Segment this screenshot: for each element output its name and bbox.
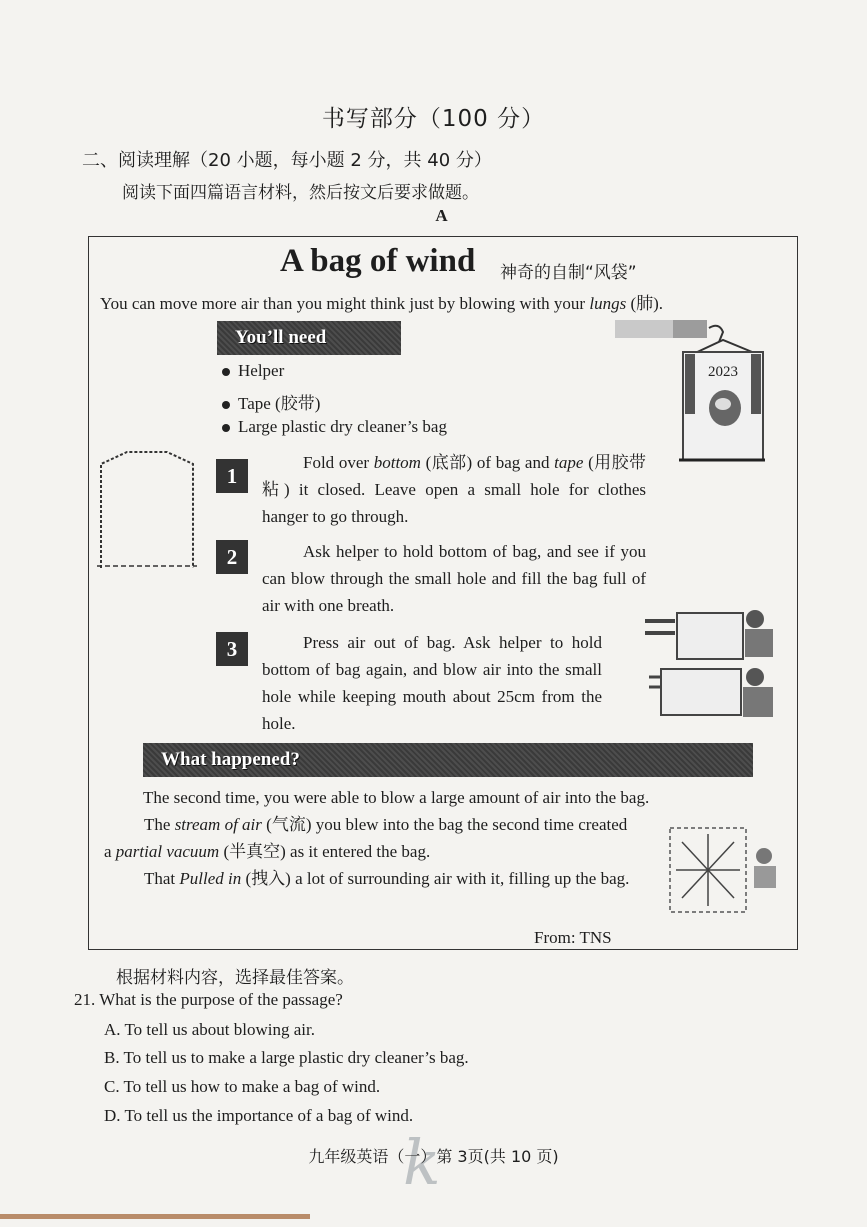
part-title: 二、阅读理解（20 小题，每小题 2 分，共 40 分） bbox=[82, 150, 492, 171]
para-part: The bbox=[144, 815, 175, 834]
para-italic: partial vacuum bbox=[115, 842, 220, 861]
bullet-icon bbox=[222, 368, 230, 376]
answer-option: B. To tell us to make a large plastic dry cleaner’s bag. bbox=[104, 1048, 469, 1067]
need-item-label: Tape (胶带) bbox=[238, 394, 321, 413]
what-happened-heading: What happened? bbox=[143, 743, 753, 777]
need-item-label: Helper bbox=[238, 361, 285, 380]
para-italic: stream of air bbox=[174, 815, 262, 834]
step-text: Ask helper to hold bottom of bag, and see if you can blow through the small hole and fill the bag full of air with one breath. bbox=[262, 542, 646, 615]
step-number: 3 bbox=[216, 632, 248, 666]
para-italic: Pulled in bbox=[179, 869, 242, 888]
section-title: 书写部分（100 分） bbox=[321, 106, 546, 132]
step-text-part: (底部) of bag and bbox=[420, 453, 555, 472]
para-part: (气流) you blew into the bag the second time created a bbox=[104, 815, 628, 861]
step-text-part: (用胶带粘) it closed. Leave open a small hole for clothes hanger to go through. bbox=[262, 453, 647, 526]
step-text: Press air out of bag. Ask helper to hold bottom of bag again, and blow air into the small hole while keeping mouth about 25cm from the hole. bbox=[262, 633, 602, 733]
answer-option: D. To tell us the importance of a bag of wind. bbox=[104, 1106, 414, 1125]
para-part: (拽入) a lot of surrounding air with it, filling up the bag. bbox=[241, 869, 630, 888]
poster-title-zh: 神奇的自制“风袋” bbox=[500, 263, 637, 283]
page-edge bbox=[0, 1214, 310, 1219]
step-text-italic: bottom bbox=[373, 453, 421, 472]
need-heading: You’ll need bbox=[217, 321, 401, 355]
watermark-letter: k bbox=[403, 1126, 441, 1199]
air-flow-illustration bbox=[668, 826, 780, 916]
poster-title: A bag of wind bbox=[280, 243, 476, 279]
need-item-label: Large plastic dry cleaner’s bag bbox=[238, 417, 447, 436]
answer-option: C. To tell us how to make a bag of wind. bbox=[104, 1077, 381, 1096]
blowing-bag-illustration bbox=[645, 603, 777, 721]
bullet-icon bbox=[222, 424, 230, 432]
para-part: (半真空) as it entered the bag. bbox=[219, 842, 431, 861]
answer-option: A. To tell us about blowing air. bbox=[104, 1020, 315, 1039]
para-part: That bbox=[144, 869, 180, 888]
subtitle-text-a: You can move more air than you might think just by blowing with your bbox=[100, 294, 590, 313]
explanation-para-2 bbox=[104, 811, 634, 865]
subtitle-text-b: (肺). bbox=[626, 294, 664, 313]
step-number: 1 bbox=[216, 459, 248, 493]
explanation-para-3 bbox=[104, 865, 644, 892]
passage-letter: A bbox=[435, 206, 448, 225]
step-text bbox=[262, 449, 646, 530]
instruction: 阅读下面四篇语言材料，然后按文后要求做题。 bbox=[122, 183, 479, 203]
bag-on-hanger-illustration bbox=[613, 318, 773, 468]
explanation-para-1: The second time, you were able to blow a large amount of air into the bag. bbox=[143, 788, 650, 807]
poster-subtitle bbox=[100, 289, 663, 314]
step-text-part: Fold over bbox=[303, 453, 374, 472]
step-number: 2 bbox=[216, 540, 248, 574]
need-item bbox=[222, 361, 284, 381]
calendar-year-label: 2023 bbox=[708, 364, 738, 380]
bullet-icon bbox=[222, 401, 230, 409]
need-item bbox=[222, 389, 320, 414]
source-credit: From: TNS bbox=[534, 928, 612, 947]
question-text: 21. What is the purpose of the passage? bbox=[74, 990, 343, 1009]
need-item bbox=[222, 417, 447, 437]
page-footer: 九年级英语（一）第 3页(共 10 页) bbox=[308, 1147, 559, 1166]
folded-bag-illustration bbox=[95, 448, 199, 574]
step-text-italic: tape bbox=[554, 453, 584, 472]
question-prompt: 根据材料内容，选择最佳答案。 bbox=[116, 968, 354, 988]
subtitle-italic: lungs bbox=[589, 294, 627, 313]
